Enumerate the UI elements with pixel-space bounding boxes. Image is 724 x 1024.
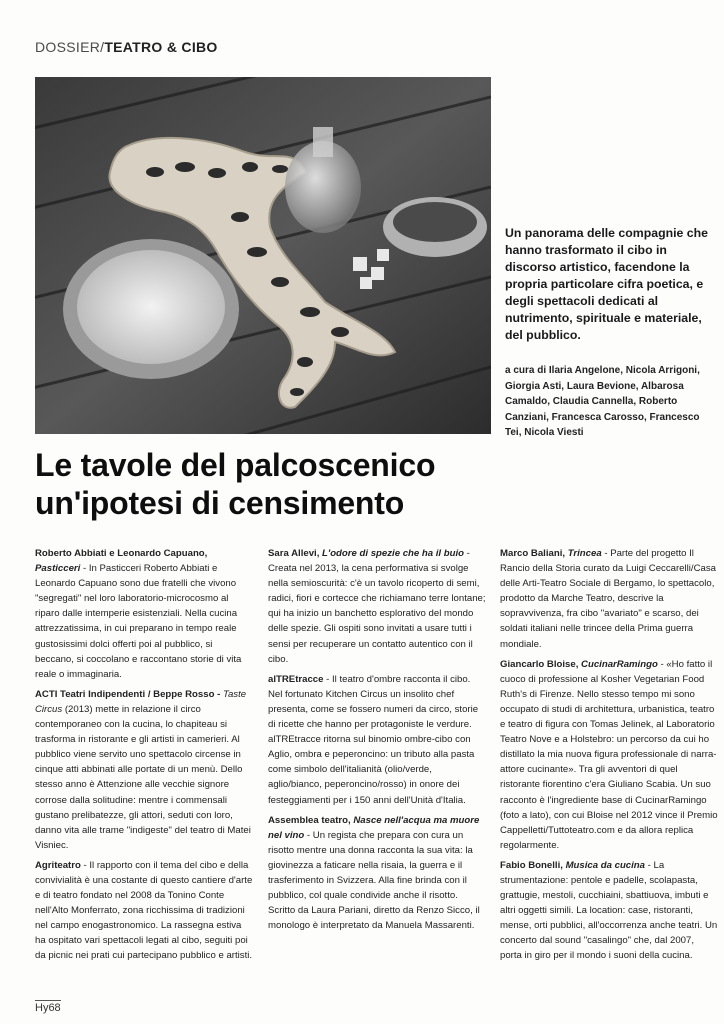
column-1: [35, 546, 253, 969]
entry-name: Marco Baliani,: [500, 548, 568, 559]
entry-title: CucinarRamingo: [581, 658, 658, 670]
entry-text: - In Pasticceri Roberto Abbiati e Leonardo Capuano sono due fratelli che vivono "segregati" nel loro laboratorio-microcosmo al riparo dalle intemperie esistenziali. Nella cucina attrezzatissima, in cui preparano in tempo reale gustosissimi dolci offerti poi al pubblico, si beccano, si coccolano e raccontano storie di vita reale o immaginaria.: [35, 563, 242, 680]
column-2: [268, 546, 486, 938]
entry-name: Sara Allevi,: [268, 548, 323, 559]
entry-name: Giancarlo Bloise,: [500, 658, 582, 670]
entry-text: - Creata nel 2013, la cena performativa si svolge nella semioscurità: c'è un tavolo ricoperto di semi, radici, fiori e cortecce che richiamano terre lontane; qui ha inizio un banchetto esplorativo del mondo delle spezie. Gli ospiti sono invitati a usare tutti i sensi per recuperare un contatto autentico con il cibo.: [268, 548, 486, 665]
entry-name: ACTI Teatri Indipendenti / Beppe Rosso -: [35, 688, 223, 700]
entry-title: Musica da cucina: [565, 859, 646, 871]
section-prefix: DOSSIER/: [35, 39, 105, 55]
lead-paragraph: Un panorama delle compagnie che hanno trasformato il cibo in discorso artistico, facendone la propria particolare cifra poetica, e degli spettacoli dedicati al nutrimento, spirituale e materiale, del pubblico.: [505, 226, 708, 342]
page-number: Hy68: [35, 1002, 61, 1014]
page-title: [35, 446, 555, 522]
entry-name: Fabio Bonelli,: [500, 859, 566, 871]
entry-text: - Un regista che prepara con cura un risotto mentre una donna racconta la sua vita: la giovinezza a faticare nella risaia, la guerra e il trasferimento in Svizzera. Alla fine brinda con il pubblico, col quale condivide anche il risotto. Scritto da Laura Pariani, diretto da Renzo Sicco, il monologo è interpretato da Manuela Massarenti.: [268, 829, 480, 932]
entry: [500, 858, 718, 964]
entry: [268, 813, 486, 934]
entry-text: - La strumentazione: pentole e padelle, scolapasta, grattugie, mestoli, cucchiaini, sbattiuova, imbuti e altri oggetti simili. La location: case, ristoranti, mense, orti pubblici, all'occorrenza anche teatri. Un concerto dal sound "casalingo" che, dal 2007, porta in giro per il mondo i suoni della cucina.: [500, 859, 718, 962]
entry-title: Taste Circus: [35, 688, 247, 715]
column-3: [500, 546, 718, 969]
entry: [35, 858, 253, 964]
entry: [35, 687, 253, 853]
entry-title: L'odore di spezie che ha il buio: [322, 548, 464, 559]
entry-text: - Il teatro d'ombre racconta il cibo. Nel fortunato Kitchen Circus un insolito chef presenta, come se fossero numeri da circo, storie di ricette che hanno per protagoniste le verdure. alTREtracce ritorna sul binomio ombre-cibo con Aglio, ombra e peperoncino: un tributo alla pasta come simbolo dell'italianità (olio/verde, aglio/bianco, peperoncino/rosso) in onore dei festeggiamenti per i 150 anni dell'Unità d'Italia.: [268, 673, 479, 806]
entry-title: Nasce nell'acqua ma muore nel vino: [268, 814, 480, 841]
entry-name: Agriteatro: [35, 859, 81, 871]
entry: [268, 546, 486, 667]
entry-title: Trincea: [567, 548, 602, 559]
entry: [35, 546, 253, 682]
entry-text: - «Ho fatto il cuoco di professione al Kosher Vegetarian Food Ruth's di Firenze. Nello stesso tempo mi sono occupato di studi di architettura, urbanistica, teatro e teatro di figura con Tomas Jelinek, al Laboratorio Teatro Nove e a Holstebro: un percorso da cui ho distillato la mia nuova figura professionale di narra-attore cucinante». Tra gli avventori di quel ristorante fiorentino c'era Giuliano Scabia. Un suo racconto è l'ingrediente base di CucinarRamingo (foto a lato), con cui Bloise nel 2012 vince il Premio Cappelletti/Tuttoteatro.com e da allora replica regolarmente.: [500, 658, 718, 851]
entry: [500, 657, 718, 853]
entry-name: Roberto Abbiati e Leonardo Capuano,: [35, 548, 208, 559]
entry-text: (2013) mette in relazione il circo contemporaneo con la cucina, lo chapiteau si trasforma in ristorante e gli artisti in camerieri. Al pubblico viene servito uno spettacolo circense in cinque atti abbinati alle portate di un menù. Dello stesso anno è Attenzione alle vecchie signore corrose dalla solitudine: mentre i commensali gustano prelibatezze, gli attori, seduti con loro, danno vita alle trame "indigeste" del teatro di Matei Visniec.: [35, 703, 251, 851]
section-title: TEATRO & CIBO: [104, 39, 218, 55]
food-photo: [35, 77, 491, 434]
entry: [268, 672, 486, 808]
entry-title: Pasticceri: [35, 563, 81, 575]
entry-text: - Il rapporto con il tema del cibo e della convivialità è una costante di questo cantiere d'arte e di teatro fondato nel 2008 da Tonino Conte nell'Alto Monferrato, zona ricchissima di tradizioni nel campo enogastronomico. La rassegna estiva ha ospitato vari spettacoli legati al cibo, seguiti poi da picnic nei prati cui partecipano pubblico e artisti.: [35, 859, 253, 962]
credits: a cura di Ilaria Angelone, Nicola Arrigoni, Giorgia Asti, Laura Bevione, Albarosa Camaldo, Claudia Cannella, Roberto Canziani, Francesca Carosso, Francesco Tei, Nicola Viesti: [505, 365, 700, 438]
entry-name: Assemblea teatro,: [268, 814, 354, 826]
title-line-1: Le tavole del palcoscenico: [35, 447, 436, 483]
entry: [500, 546, 718, 652]
title-line-2: un'ipotesi di censimento: [35, 485, 405, 521]
entry-text: - Parte del progetto Il Rancio della Storia curato da Luigi Ceccarelli/Casa delle Arti-Teatro Sociale di Bergamo, lo spettacolo, prodotto da Marche Teatro, descrive la sopravvivenza, fra cibo "avariato" e scarso, dei soldati italiani nelle trincee della Prima guerra mondiale.: [500, 548, 716, 650]
entry-name: alTREtracce: [268, 673, 324, 685]
section-label: [35, 39, 218, 55]
